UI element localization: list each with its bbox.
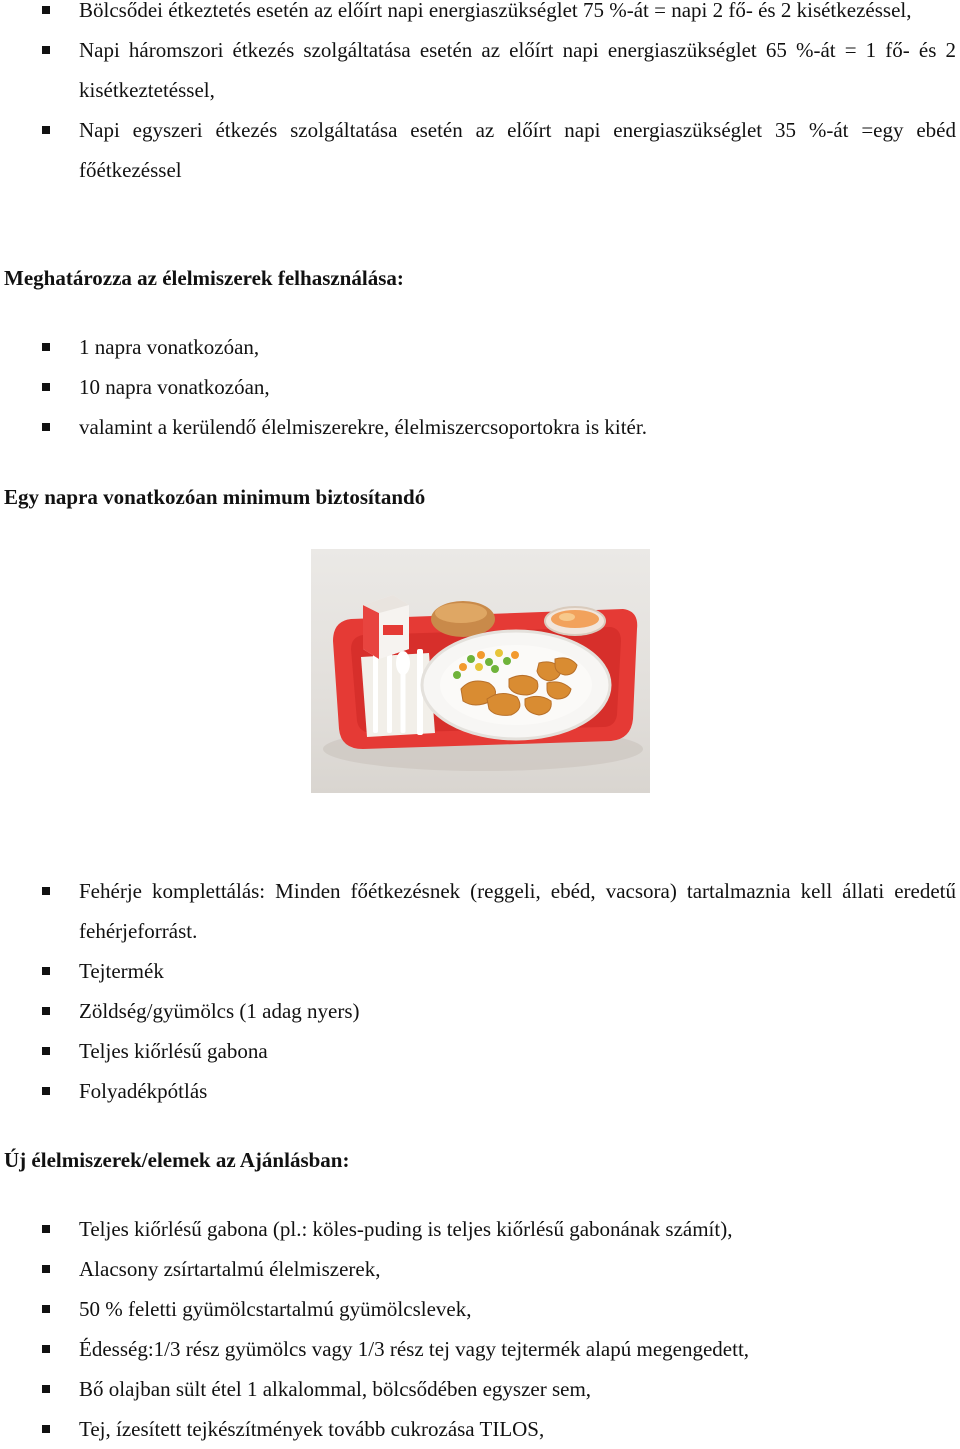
list-item-text: Fehérje komplettálás: Minden főétkezésnek (reggeli, ebéd, vacsora) tartalmaznia kell állati eredetű fehérjeforrást. — [79, 879, 956, 943]
square-bullet-icon — [42, 1425, 50, 1433]
list-item — [0, 1249, 960, 1289]
square-bullet-icon — [42, 1225, 50, 1233]
new-items-list — [0, 1209, 960, 1449]
list-item-text: Napi egyszeri étkezés szolgáltatása esetén az előírt napi energiaszükséglet 35 %-át =egy ebéd főétkezéssel — [79, 118, 956, 182]
list-item — [0, 367, 960, 407]
list-item — [0, 1209, 960, 1249]
section-heading: Új élelmiszerek/elemek az Ajánlásban: — [4, 1148, 350, 1172]
list-item — [0, 1329, 960, 1369]
list-item-text: Bő olajban sült étel 1 alkalommal, bölcsődében egyszer sem, — [79, 1377, 592, 1401]
list-item-text: Zöldség/gyümölcs (1 adag nyers) — [79, 999, 360, 1023]
list-item-text: Folyadékpótlás — [79, 1079, 208, 1103]
square-bullet-icon — [42, 126, 50, 134]
list-item — [0, 1369, 960, 1409]
list-item — [0, 0, 960, 30]
list-item — [0, 1409, 960, 1449]
list-item — [0, 327, 960, 367]
list-item — [0, 110, 960, 190]
square-bullet-icon — [42, 1305, 50, 1313]
square-bullet-icon — [42, 887, 50, 895]
list-item — [0, 991, 960, 1031]
list-item-text: Édesség:1/3 rész gyümölcs vagy 1/3 rész tej vagy tejtermék alapú megengedett, — [79, 1337, 750, 1361]
list-item — [0, 951, 960, 991]
square-bullet-icon — [42, 1047, 50, 1055]
list-item — [0, 1289, 960, 1329]
list-item-text: valamint a kerülendő élelmiszerekre, élelmiszercsoportokra is kitér. — [79, 415, 647, 439]
list-item-text: Tejtermék — [79, 959, 164, 983]
list-item-text: 50 % feletti gyümölcstartalmú gyümölcslevek, — [79, 1297, 472, 1321]
square-bullet-icon — [42, 1265, 50, 1273]
square-bullet-icon — [42, 343, 50, 351]
square-bullet-icon — [42, 1087, 50, 1095]
list-item-text: Teljes kiőrlésű gabona (pl.: köles-puding is teljes kiőrlésű gabonának számít), — [79, 1217, 733, 1241]
square-bullet-icon — [42, 1385, 50, 1393]
square-bullet-icon — [42, 1007, 50, 1015]
list-item-text: Teljes kiőrlésű gabona — [79, 1039, 268, 1063]
square-bullet-icon — [42, 6, 50, 14]
list-item — [0, 30, 960, 110]
list-item-text: Alacsony zsírtartalmú élelmiszerek, — [79, 1257, 381, 1281]
section-heading: Egy napra vonatkozóan minimum biztosítandó — [4, 485, 426, 509]
list-item-text: Tej, ízesített tejkészítmények tovább cukrozása TILOS, — [79, 1417, 545, 1441]
square-bullet-icon — [42, 1345, 50, 1353]
square-bullet-icon — [42, 967, 50, 975]
list-item-text: 10 napra vonatkozóan, — [79, 375, 270, 399]
food-usage-list — [0, 327, 960, 447]
list-item — [0, 1031, 960, 1071]
list-item — [0, 871, 960, 951]
meal-tray-illustration — [311, 549, 650, 793]
list-item-text: Bölcsődei étkeztetés esetén az előírt napi energiaszükséglet 75 %-át = napi 2 fő- és 2 kisétkezéssel, — [79, 0, 912, 22]
list-item-text: Napi háromszori étkezés szolgáltatása esetén az előírt napi energiaszükséglet 65 %-át = 1 fő- és 2 kisétkeztetéssel, — [79, 38, 956, 102]
daily-minimum-list — [0, 871, 960, 1111]
section-heading: Meghatározza az élelmiszerek felhasználása: — [4, 266, 404, 290]
meal-tray-photo — [311, 549, 650, 793]
square-bullet-icon — [42, 423, 50, 431]
square-bullet-icon — [42, 383, 50, 391]
energy-requirement-list — [0, 0, 960, 190]
list-item-text: 1 napra vonatkozóan, — [79, 335, 260, 359]
square-bullet-icon — [42, 46, 50, 54]
list-item — [0, 407, 960, 447]
list-item — [0, 1071, 960, 1111]
